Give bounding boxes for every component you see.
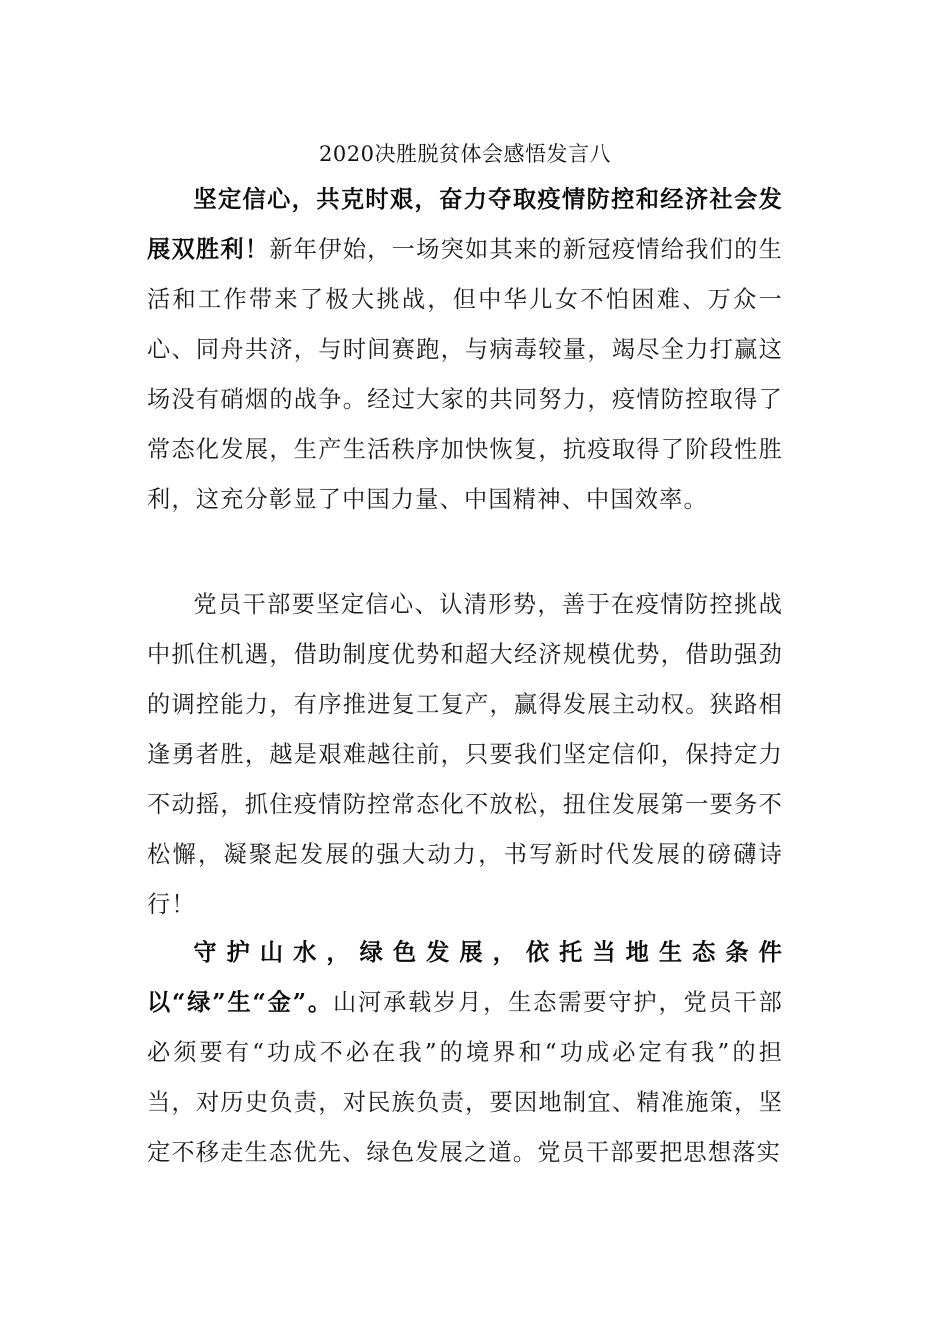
paragraph-2-text: 党员干部要坚定信心、认清形势，善于在疫情防控挑战中抓住机遇，借助制度优势和超大经济规模优势，借助强劲的调控能力，有序推进复工复产，赢得发展主动权。狭路相逢勇者胜，越是艰难越往前，只要我们坚定信仰，保持定力不动摇，抓住疫情防控常态化不放松，扭住发展第一要务不松懈，凝聚起发展的强大动力，书写新时代发展的磅礴诗行！ — [147, 591, 783, 918]
paragraph-3-content — [147, 928, 783, 1178]
paragraph-1-content — [147, 175, 783, 525]
paragraph-2-content — [147, 580, 783, 930]
paragraph-1-text: 新年伊始，一场突如其来的新冠疫情给我们的生活和工作带来了极大挑战，但中华儿女不怕困难、万众一心、同舟共济，与时间赛跑，与病毒较量，竭尽全力打赢这场没有硝烟的战争。经过大家的共同努力，疫情防控取得了常态化发展，生产生活秩序加快恢复，抗疫取得了阶段性胜利，这充分彰显了中国力量、中国精神、中国效率。 — [147, 236, 784, 513]
paragraph-1-lead: 坚定信心，共克时艰，奋力夺取疫情防控和经济社会发展双胜利！ — [147, 186, 783, 263]
paragraph-1 — [147, 175, 783, 525]
paragraph-3-lead: 守护山水，绿色发展，依托当地生态条件以“绿”生“金”。 — [147, 939, 783, 1016]
paragraph-3-text: 山河承载岁月，生态需要守护，党员干部必须要有“功成不必在我”的境界和“功成必定有我”的担当，对历史负责，对民族负责，要因地制宜、精准施策，坚定不移走生态优先、绿色发展之道。党员干部要把思想落实 — [147, 989, 783, 1166]
document-title: 2020决胜脱贫体会感悟发言八 — [319, 142, 611, 166]
paragraph-3 — [147, 928, 783, 1178]
paragraph-2 — [147, 580, 783, 930]
